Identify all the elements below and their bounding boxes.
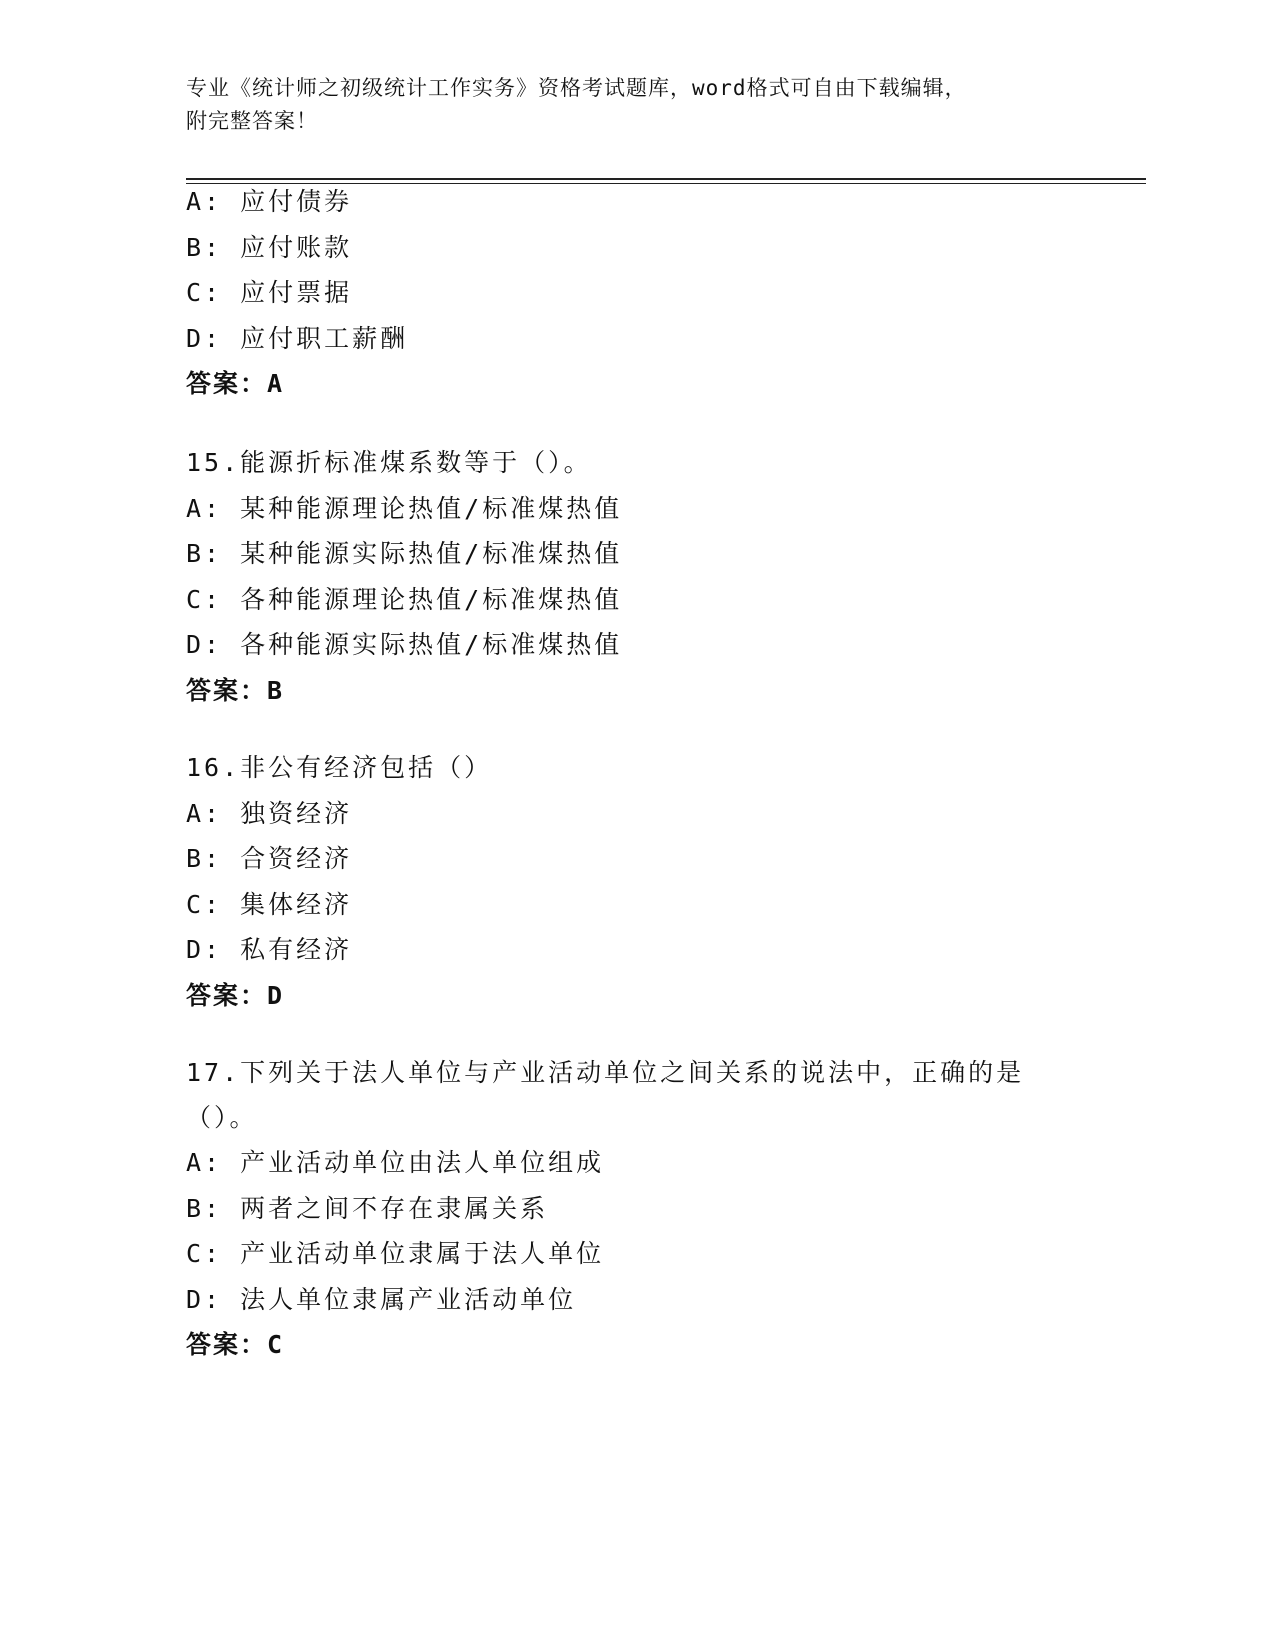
- answer-line: [186, 1322, 1086, 1368]
- question-15: [186, 440, 1086, 713]
- answer-label: 答案：: [186, 1330, 268, 1359]
- question-text: 17.下列关于法人单位与产业活动单位之间关系的说法中，正确的是（）。: [186, 1058, 1025, 1132]
- answer-value: D: [267, 980, 285, 1010]
- option-d: D: 私有经济: [186, 935, 353, 964]
- option-a: A: 某种能源理论热值/标准煤热值: [186, 493, 623, 523]
- answer-label: 答案：: [186, 675, 268, 705]
- option-d: D: 法人单位隶属产业活动单位: [186, 1284, 577, 1314]
- option-a: A: 产业活动单位由法人单位组成: [186, 1148, 605, 1177]
- question-14: [186, 179, 1086, 407]
- document-header: [186, 72, 1086, 138]
- header-line-2: 附完整答案！: [186, 109, 318, 133]
- option-c: C: 产业活动单位隶属于法人单位: [186, 1239, 605, 1268]
- option-a: A: 应付债券: [186, 187, 353, 216]
- answer-value: C: [267, 1330, 285, 1359]
- option-a: A: 独资经济: [186, 798, 353, 828]
- answer-label: 答案：: [186, 980, 268, 1010]
- option-c: C: 应付票据: [186, 278, 353, 307]
- option-c: C: 各种能源理论热值/标准煤热值: [186, 584, 623, 614]
- answer-value: A: [267, 369, 285, 398]
- answer-value: B: [267, 675, 285, 705]
- question-17: [186, 1050, 1086, 1368]
- answer-line: [186, 361, 1086, 407]
- option-b: B: 合资经济: [186, 844, 353, 873]
- answer-line: [186, 668, 1086, 714]
- option-d: D: 应付职工薪酬: [186, 323, 409, 353]
- option-b: B: 某种能源实际热值/标准煤热值: [186, 539, 623, 568]
- question-text: 16.非公有经济包括（）: [186, 753, 493, 782]
- option-c: C: 集体经济: [186, 889, 353, 919]
- question-text: 15.能源折标准煤系数等于（）。: [186, 448, 592, 477]
- option-b: B: 两者之间不存在隶属关系: [186, 1193, 549, 1223]
- answer-line: [186, 973, 1086, 1019]
- option-b: B: 应付账款: [186, 232, 353, 262]
- header-line-1: 专业《统计师之初级统计工作实务》资格考试题库，word格式可自由下载编辑，: [186, 76, 967, 100]
- option-d: D: 各种能源实际热值/标准煤热值: [186, 630, 623, 659]
- answer-label: 答案：: [186, 369, 268, 398]
- question-16: [186, 745, 1086, 1018]
